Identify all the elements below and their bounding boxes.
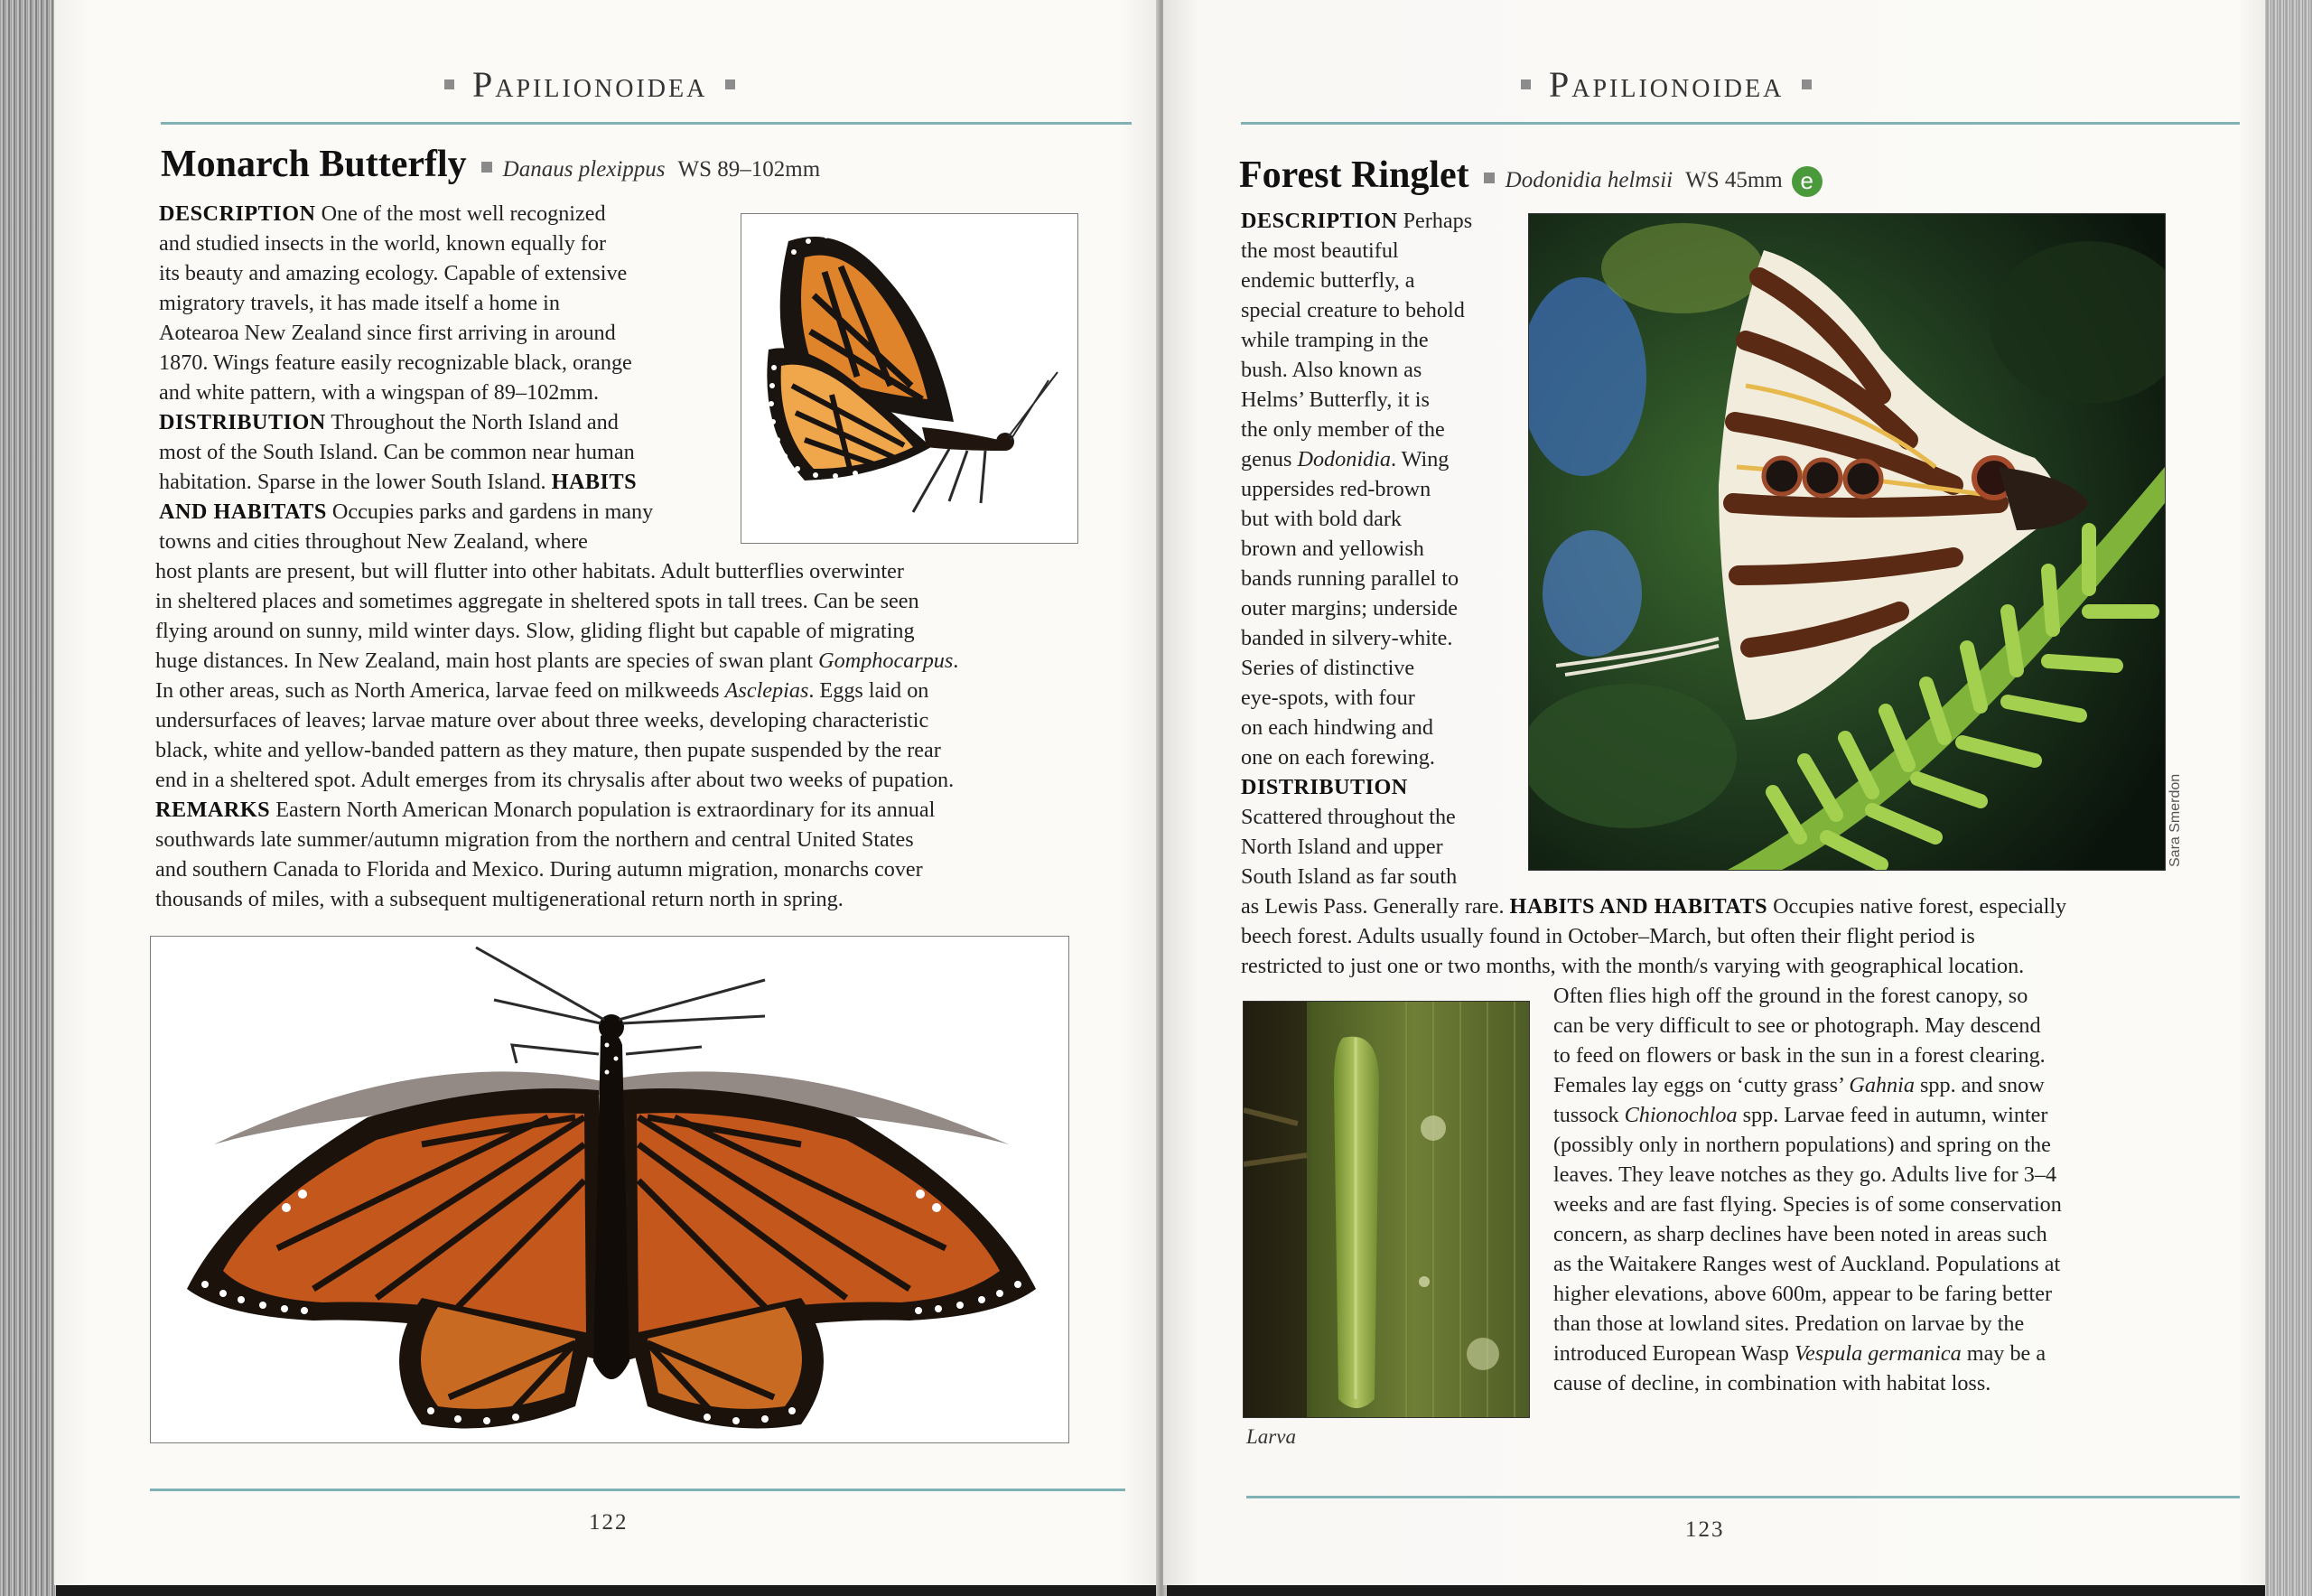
text-line — [155, 765, 1140, 795]
text-line — [1241, 534, 1503, 564]
text-line — [159, 229, 782, 258]
text-run: . — [953, 649, 959, 673]
text-line — [155, 795, 1140, 825]
text-line — [1241, 921, 2252, 951]
text-run: Throughout the North Island and — [325, 410, 619, 434]
text-run: than those at lowland sites. Predation on larvae by the — [1553, 1311, 2025, 1336]
text-run: undersurfaces of leaves; larvae mature over about three weeks, developing characteristic — [155, 708, 929, 733]
text-line — [1241, 295, 1503, 325]
section-label: DISTRIBUTION — [1241, 775, 1408, 799]
text-line — [155, 735, 1140, 765]
text-line — [1553, 981, 2213, 1011]
text-run: and studied insects in the world, known equally for — [159, 231, 607, 256]
text-run: in sheltered places and sometimes aggregate in sheltered spots in tall trees. Can be seen — [155, 589, 919, 613]
scientific-name: Dodonidia helmsii — [1505, 168, 1673, 192]
endemic-badge-icon: e — [1792, 166, 1823, 197]
section-label: AND HABITATS — [159, 499, 327, 524]
text-run: 1870. Wings feature easily recognizable black, orange — [159, 350, 632, 375]
text-line — [1241, 593, 1503, 623]
text-line — [1241, 742, 1503, 772]
text-run: on each hindwing and — [1241, 715, 1433, 740]
text-line — [1241, 862, 1503, 891]
text-line — [1553, 1249, 2213, 1279]
text-run: One of the most well recognized — [315, 201, 606, 226]
forest-ringlet-photo — [1528, 213, 2166, 871]
text-run: Perhaps — [1397, 209, 1473, 233]
forest-ringlet-illustration — [1529, 214, 2165, 870]
species-heading — [1239, 154, 1823, 197]
text-run: . Eggs laid on — [808, 678, 929, 703]
text-line — [1241, 415, 1503, 444]
text-line — [1553, 1190, 2213, 1219]
text-run: uppersides red-brown — [1241, 477, 1431, 501]
text-line — [159, 378, 782, 407]
footer-rule — [1246, 1496, 2240, 1498]
larva-illustration — [1244, 1002, 1529, 1417]
text-run: Helms’ Butterfly, it is — [1241, 387, 1430, 412]
text-run: the most beautiful — [1241, 238, 1399, 263]
text-run: Aotearoa New Zealand since first arriving in around — [159, 321, 616, 345]
text-line — [1553, 1041, 2213, 1070]
italic-term: Vespula germanica — [1794, 1341, 1962, 1366]
text-run: thousands of miles, with a subsequent multigenerational return north in spring. — [155, 887, 844, 911]
text-run: higher elevations, above 600m, appear to be faring better — [1553, 1282, 2053, 1306]
italic-term: Gomphocarpus — [818, 649, 954, 673]
text-line — [1241, 772, 1503, 802]
text-run: introduced European Wasp — [1553, 1341, 1795, 1366]
text-line — [155, 676, 1140, 705]
left-text-wide — [155, 556, 1140, 914]
text-line — [1241, 504, 1503, 534]
text-line — [1241, 832, 1503, 862]
square-ornament-icon — [725, 79, 735, 89]
text-line — [1553, 1219, 2213, 1249]
text-line — [155, 705, 1140, 735]
text-line — [155, 556, 1140, 586]
species-heading — [161, 143, 820, 186]
text-run: can be very difficult to see or photograph. May descend — [1553, 1013, 2041, 1038]
text-line — [1553, 1309, 2213, 1339]
page-edges-right — [2265, 0, 2312, 1596]
text-line — [1241, 206, 1503, 236]
text-run: Scattered throughout the — [1241, 805, 1456, 829]
text-run: special creature to behold — [1241, 298, 1465, 322]
scientific-name: Danaus plexippus — [502, 157, 666, 182]
wingspan: WS 89–102mm — [677, 157, 821, 182]
header-rule — [1241, 122, 2240, 125]
left-page — [54, 0, 1161, 1585]
text-run: leaves. They leave notches as they go. Adults live for 3–4 — [1553, 1162, 2057, 1187]
text-run: eye-spots, with four — [1241, 686, 1415, 710]
square-separator-icon — [481, 162, 492, 173]
text-line — [1241, 474, 1503, 504]
text-line — [1241, 236, 1503, 266]
text-line — [155, 854, 1140, 884]
text-line — [1241, 653, 1503, 683]
italic-term: Dodonidia — [1297, 447, 1391, 471]
page-number: 122 — [589, 1510, 629, 1535]
text-run: to feed on flowers or bask in the sun in a forest clearing. — [1553, 1043, 2046, 1068]
text-run: In other areas, such as North America, larvae feed on milkweeds — [155, 678, 725, 703]
text-line — [1553, 1160, 2213, 1190]
text-run: huge distances. In New Zealand, main host plants are species of swan plant — [155, 649, 819, 673]
text-run: but with bold dark — [1241, 507, 1403, 531]
running-head-text: Papilionoidea — [472, 64, 708, 105]
text-line — [1241, 564, 1503, 593]
section-label: DISTRIBUTION — [159, 410, 326, 434]
monarch-spread-photo — [150, 936, 1069, 1443]
square-ornament-icon — [1521, 79, 1531, 89]
text-run: towns and cities throughout New Zealand, where — [159, 529, 588, 554]
text-line — [155, 646, 1140, 676]
monarch-side-illustration — [741, 214, 1077, 543]
common-name: Monarch Butterfly — [161, 144, 467, 185]
text-run: Eastern North American Monarch population is extraordinary for its annual — [270, 798, 936, 822]
text-run: most of the South Island. Can be common near human — [159, 440, 635, 464]
text-line — [1241, 266, 1503, 295]
text-run: the only member of the — [1241, 417, 1445, 442]
text-line — [1241, 385, 1503, 415]
text-run: as the Waitakere Ranges west of Auckland. Populations at — [1553, 1252, 2061, 1276]
text-line — [1241, 713, 1503, 742]
section-label: REMARKS — [155, 798, 271, 822]
text-line — [155, 884, 1140, 914]
page-number: 123 — [1685, 1517, 1725, 1542]
text-run: while tramping in the — [1241, 328, 1429, 352]
text-line — [1241, 951, 2252, 981]
text-line — [159, 527, 782, 556]
page-edges-left — [0, 0, 56, 1596]
square-ornament-icon — [444, 79, 454, 89]
text-run: North Island and upper — [1241, 835, 1443, 859]
text-line — [159, 258, 782, 288]
text-line — [155, 825, 1140, 854]
italic-term: Chionochloa — [1624, 1103, 1738, 1127]
text-run: Often flies high off the ground in the forest canopy, so — [1553, 984, 2028, 1008]
photo-credit: Sara Smerdon — [2168, 773, 2183, 867]
italic-term: Asclepias — [724, 678, 809, 703]
text-line — [1553, 1368, 2213, 1398]
text-line — [1553, 1339, 2213, 1368]
text-run: flying around on sunny, mild winter days. Slow, gliding flight but capable of migrating — [155, 619, 915, 643]
text-line — [1241, 891, 2252, 921]
text-run: one on each forewing. — [1241, 745, 1435, 770]
common-name: Forest Ringlet — [1239, 154, 1469, 196]
text-run: Females lay eggs on ‘cutty grass’ — [1553, 1073, 1850, 1097]
text-line — [159, 407, 782, 437]
right-text-side — [1553, 981, 2213, 1398]
text-run: (possibly only in northern populations) and spring on the — [1553, 1133, 2051, 1157]
running-head-left — [444, 63, 735, 106]
text-line — [1241, 325, 1503, 355]
text-run: migratory travels, it has made itself a home in — [159, 291, 560, 315]
text-run: banded in silvery-white. — [1241, 626, 1453, 650]
text-run: and white pattern, with a wingspan of 89–102mm. — [159, 380, 600, 405]
monarch-side-photo — [741, 213, 1078, 544]
text-line — [159, 199, 782, 229]
section-label: HABITS AND HABITATS — [1509, 894, 1768, 919]
larva-photo — [1243, 1001, 1530, 1418]
text-run: Occupies parks and gardens in many — [326, 499, 654, 524]
text-line — [1553, 1011, 2213, 1041]
text-run: Occupies native forest, especially — [1767, 894, 2067, 919]
larva-caption: Larva — [1246, 1425, 1296, 1448]
footer-rule — [150, 1489, 1125, 1491]
text-run: endemic butterfly, a — [1241, 268, 1415, 293]
text-line — [155, 586, 1140, 616]
text-line — [159, 288, 782, 318]
text-run: and southern Canada to Florida and Mexico. During autumn migration, monarchs cover — [155, 857, 923, 882]
text-run: bands running parallel to — [1241, 566, 1459, 591]
text-line — [1241, 444, 1503, 474]
text-run: Series of distinctive — [1241, 656, 1415, 680]
text-line — [1553, 1070, 2213, 1100]
left-text-narrow — [159, 199, 782, 556]
section-label: DESCRIPTION — [1241, 209, 1398, 233]
text-run: spp. and snow — [1914, 1073, 2045, 1097]
text-line — [1553, 1279, 2213, 1309]
text-run: spp. Larvae feed in autumn, winter — [1737, 1103, 2048, 1127]
text-run: black, white and yellow-banded pattern as they mature, then pupate suspended by the rear — [155, 738, 941, 762]
square-ornament-icon — [1802, 79, 1812, 89]
section-label: HABITS — [551, 470, 638, 494]
text-run: host plants are present, but will flutter into other habitats. Adult butterflies overwinter — [155, 559, 904, 583]
text-run: southwards late summer/autumn migration from the northern and central United States — [155, 827, 914, 852]
text-line — [1553, 1100, 2213, 1130]
text-run: restricted to just one or two months, with the month/s varying with geographical location. — [1241, 954, 2025, 978]
text-line — [155, 616, 1140, 646]
text-run: may be a — [1961, 1341, 2046, 1366]
running-head-text: Papilionoidea — [1549, 64, 1785, 105]
text-line — [1241, 623, 1503, 653]
text-line — [1241, 355, 1503, 385]
monarch-spread-illustration — [151, 937, 1068, 1442]
text-run: concern, as sharp declines have been noted in areas such — [1553, 1222, 2047, 1246]
text-line — [159, 467, 782, 497]
text-line — [1553, 1130, 2213, 1160]
text-line — [159, 497, 782, 527]
text-run: as Lewis Pass. Generally rare. — [1241, 894, 1510, 919]
running-head-right — [1521, 63, 1812, 106]
text-run: bush. Also known as — [1241, 358, 1422, 382]
header-rule — [161, 122, 1132, 125]
right-page — [1163, 0, 2265, 1585]
italic-term: Gahnia — [1849, 1073, 1915, 1097]
text-run: tussock — [1553, 1103, 1625, 1127]
text-run: cause of decline, in combination with habitat loss. — [1553, 1371, 1991, 1395]
right-text-narrow — [1241, 206, 1503, 891]
wingspan: WS 45mm — [1685, 168, 1783, 192]
text-run: . Wing — [1390, 447, 1450, 471]
text-run: habitation. Sparse in the lower South Island. — [159, 470, 552, 494]
text-run: weeks and are fast flying. Species is of some conservation — [1553, 1192, 2062, 1217]
text-run: genus — [1241, 447, 1298, 471]
section-label: DESCRIPTION — [159, 201, 316, 226]
text-line — [159, 437, 782, 467]
text-line — [1241, 802, 1503, 832]
text-run: brown and yellowish — [1241, 537, 1424, 561]
text-run: outer margins; underside — [1241, 596, 1459, 621]
text-run: beech forest. Adults usually found in October–March, but often their flight period is — [1241, 924, 1975, 948]
text-line — [159, 318, 782, 348]
text-line — [159, 348, 782, 378]
square-separator-icon — [1484, 173, 1495, 183]
text-run: end in a sheltered spot. Adult emerges from its chrysalis after about two weeks of pupation. — [155, 768, 955, 792]
text-line — [1241, 683, 1503, 713]
text-run: South Island as far south — [1241, 864, 1458, 889]
right-text-wide — [1241, 891, 2252, 981]
text-run: its beauty and amazing ecology. Capable of extensive — [159, 261, 628, 285]
